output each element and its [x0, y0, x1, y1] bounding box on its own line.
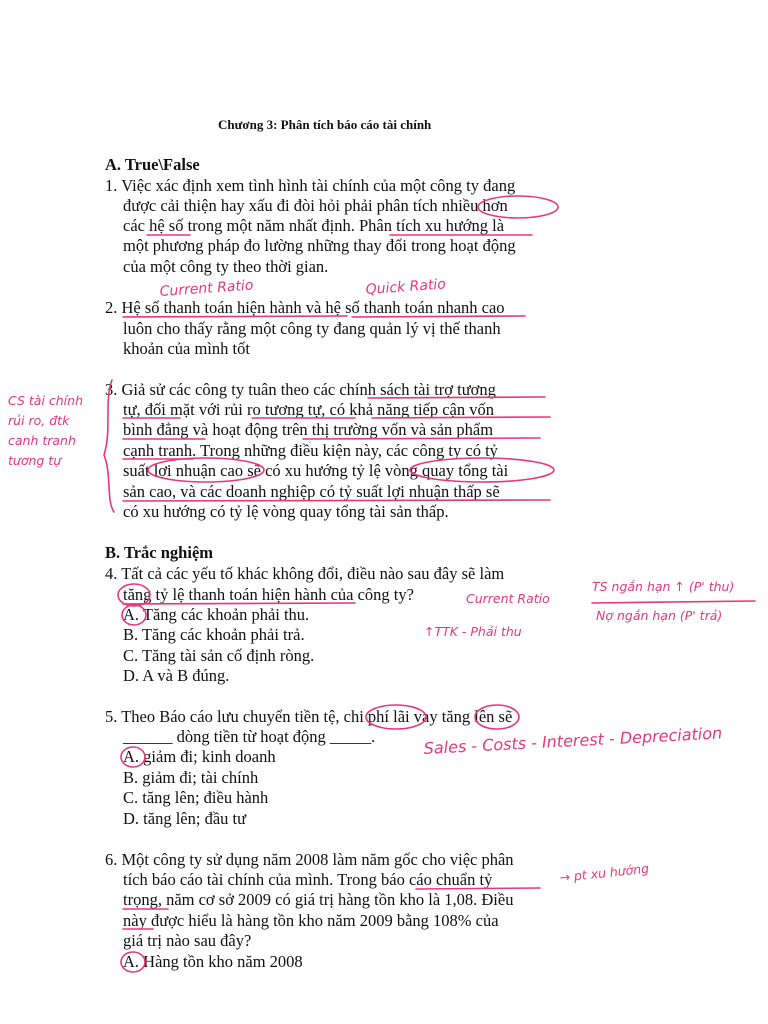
note-current-ratio: Current Ratio	[159, 277, 254, 300]
q5-line: ______ dòng tiền từ hoạt động _____.	[123, 727, 376, 746]
q4-option-d: D. A và B đúng.	[123, 666, 230, 685]
q1-line: một phương pháp đo lường những thay đổi trong hoạt động	[123, 236, 516, 255]
q6-line: này được hiểu là hàng tồn kho năm 2009 bằng 108% của	[123, 911, 499, 930]
q3-line: 3. Giả sử các công ty tuân theo các chính sách tài trợ tương	[105, 380, 496, 399]
q6-line: 6. Một công ty sử dụng năm 2008 làm năm gốc cho việc phân	[105, 850, 514, 869]
q4-option-a: A. Tăng các khoản phải thu.	[123, 605, 310, 624]
q4-line: tăng tỷ lệ thanh toán hiện hành của công ty?	[123, 585, 414, 604]
q2-line: khoản của mình tốt	[123, 339, 250, 358]
margin-note-line: tương tự	[8, 453, 62, 468]
q1-line: được cải thiện hay xấu đi đòi hỏi phải phân tích nhiều hơn	[123, 196, 508, 215]
q6-line: giá trị nào sau đây?	[123, 931, 252, 950]
q5-line: 5. Theo Báo cáo lưu chuyển tiền tệ, chi phí lãi vay tăng lên sẽ	[105, 707, 513, 726]
q5-option-a: A. giảm đi; kinh doanh	[123, 747, 276, 766]
q5-option-b: B. giảm đi; tài chính	[123, 768, 259, 787]
note-formula-denominator: Nợ ngắn hạn (P' trả)	[596, 608, 723, 623]
q2-line: 2. Hệ số thanh toán hiện hành và hệ số thanh toán nhanh cao	[105, 298, 505, 317]
fraction-line	[592, 601, 755, 603]
note-q5: Sales - Costs - Interest - Depreciation	[423, 723, 723, 758]
q6-line: tích báo cáo tài chính của mình. Trong báo cáo chuẩn tỷ	[123, 870, 493, 889]
note-q6: → pt xu hướng	[558, 860, 650, 885]
q3-line: suất lợi nhuận cao sẽ có xu hướng tỷ lệ vòng quay tổng tài	[123, 461, 509, 480]
q1-line: các hệ số trong một năm nhất định. Phân tích xu hướng là	[123, 216, 505, 235]
q1-line: của một công ty theo thời gian.	[123, 257, 329, 276]
q4-option-c: C. Tăng tài sản cố định ròng.	[123, 646, 315, 665]
q5-option-d: D. tăng lên; đầu tư	[123, 809, 247, 828]
margin-note-line: CS tài chính	[8, 393, 83, 408]
q1-line: 1. Việc xác định xem tình hình tài chính của một công ty đang	[105, 176, 516, 195]
q5-option-c: C. tăng lên; điều hành	[123, 788, 269, 807]
q4-line: 4. Tất cả các yếu tố khác không đổi, điều nào sau đây sẽ làm	[105, 564, 505, 583]
note-formula-label: Current Ratio	[466, 591, 550, 606]
margin-note-line: canh tranh	[8, 433, 76, 448]
q3-line: bình đẳng và hoạt động trên thị trường vốn và sản phẩm	[123, 420, 494, 439]
section-b-heading: B. Trắc nghiệm	[105, 543, 214, 562]
note-quick-ratio: Quick Ratio	[365, 276, 447, 298]
q3-line: cạnh tranh. Trong những điều kiện này, các công ty có tỷ	[123, 441, 498, 460]
chapter-title: Chương 3: Phân tích báo cáo tài chính	[218, 117, 432, 132]
q3-line: tự, đối mặt với rủi ro tương tự, có khả năng tiếp cận vốn	[123, 400, 495, 419]
q4-option-b: B. Tăng các khoản phải trả.	[123, 625, 305, 644]
q3-line: có xu hướng có tỷ lệ vòng quay tổng tài sản thấp.	[123, 502, 449, 521]
note-formula-numerator: TS ngắn hạn ↑ (P' thu)	[592, 579, 735, 594]
q3-line: sản cao, và các doanh nghiệp có tỷ suất lợi nhuận thấp sẽ	[123, 482, 500, 501]
q2-line: luôn cho thấy rằng một công ty đang quản lý vị thế thanh	[123, 319, 501, 338]
q6-option-a: A. Hàng tồn kho năm 2008	[123, 952, 303, 971]
section-a-heading: A. True\False	[105, 155, 200, 174]
margin-note-line: rủi ro, đtk	[8, 413, 70, 428]
q6-line: trọng, năm cơ sở 2009 có giá trị hàng tồn kho là 1,08. Điều	[123, 890, 514, 909]
note-q4: ↑TTK - Phải thu	[424, 624, 522, 639]
